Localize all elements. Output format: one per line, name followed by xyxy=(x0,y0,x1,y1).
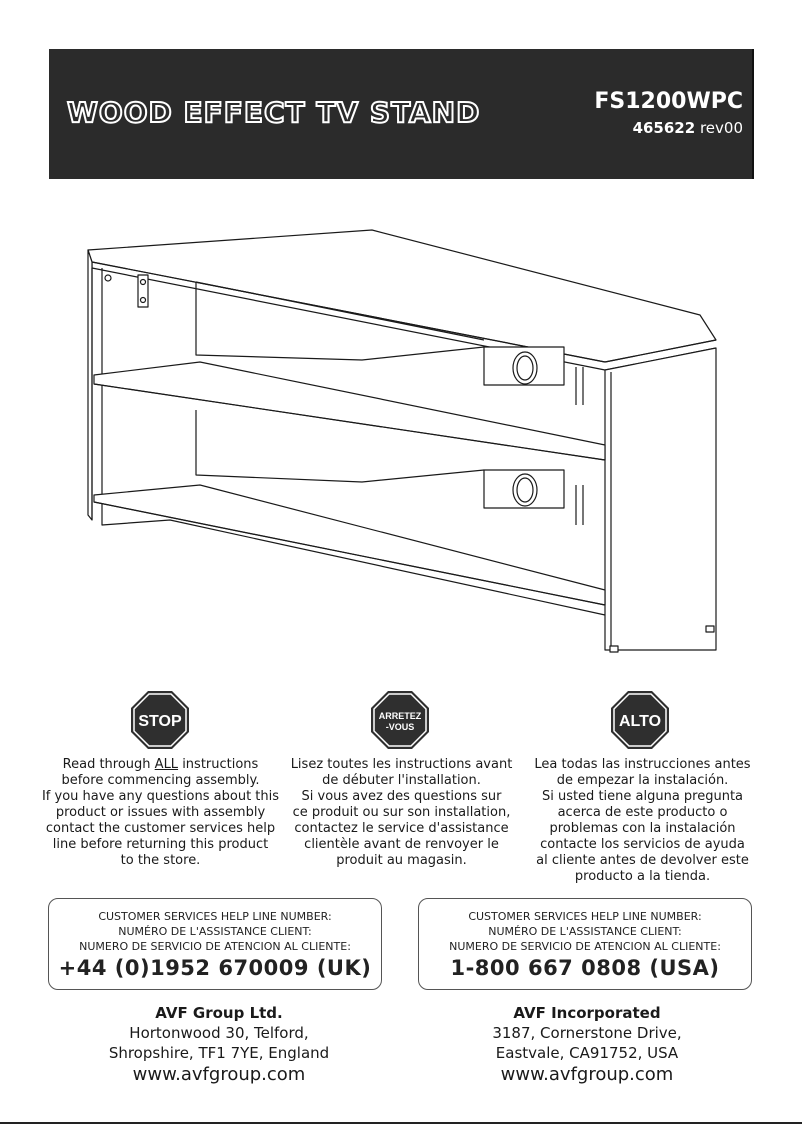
helpline-phone-usa: 1-800 667 0808 (USA) xyxy=(450,956,720,980)
helpline-box-uk xyxy=(48,898,382,990)
address-usa-line1: 3187, Cornerstone Drive, xyxy=(492,1024,682,1042)
helpline-label-fr: NUMÉRO DE L'ASSISTANCE CLIENT: xyxy=(118,925,312,938)
arretez-sign-text-2: -VOUS xyxy=(385,722,415,732)
alto-sign-text: ALTO xyxy=(618,713,662,730)
address-uk xyxy=(49,1003,389,1086)
helpline-label-en: CUSTOMER SERVICES HELP LINE NUMBER: xyxy=(98,910,332,923)
company-name-uk: AVF Group Ltd. xyxy=(155,1004,283,1022)
header-edge xyxy=(752,49,754,179)
product-title xyxy=(67,96,480,129)
instructions-french xyxy=(279,757,524,869)
website-uk: www.avfgroup.com xyxy=(132,1064,306,1085)
product-code-number: 465622 xyxy=(632,119,696,137)
address-usa xyxy=(417,1003,757,1086)
address-uk-line1: Hortonwood 30, Telford, xyxy=(129,1024,309,1042)
instructions-english xyxy=(38,757,283,869)
helpline-label-es: NUMERO DE SERVICIO DE ATENCION AL CLIENTE: xyxy=(449,940,721,953)
header-banner xyxy=(49,49,753,179)
address-usa-line2: Eastvale, CA91752, USA xyxy=(495,1044,679,1062)
stop-sign-icon xyxy=(130,690,190,750)
model-number: FS1200WPC xyxy=(594,89,743,114)
warning-signs xyxy=(0,690,802,760)
instructions-english-all: ALL xyxy=(154,757,179,772)
instructions-english-text xyxy=(38,757,283,869)
alto-sign-icon xyxy=(610,690,670,750)
product-title-text: WOOD EFFECT TV STAND xyxy=(67,96,481,129)
website-usa: www.avfgroup.com xyxy=(500,1064,674,1085)
helpline-phone-uk: +44 (0)1952 670009 (UK) xyxy=(58,956,372,980)
helpline-label-en: CUSTOMER SERVICES HELP LINE NUMBER: xyxy=(468,910,702,923)
instructions-english-post: instructions before commencing assembly. If you have any questions about this product or issues with assembly contact the customer services help line before returning this product to the store. xyxy=(41,757,280,868)
bottom-rule xyxy=(0,1122,802,1124)
instructions-english-pre: Read through xyxy=(62,757,155,772)
arretez-sign-text-1: ARRETEZ xyxy=(378,711,422,721)
helpline-label-fr: NUMÉRO DE L'ASSISTANCE CLIENT: xyxy=(488,925,682,938)
tv-stand-illustration xyxy=(80,220,720,660)
company-name-usa: AVF Incorporated xyxy=(513,1004,661,1022)
arretez-sign-icon xyxy=(370,690,430,750)
instructions-spanish-text: Lea todas las instrucciones antes de empezar la instalación. Si usted tiene alguna pregunta acerca de este producto o problemas con la instalación contacte los servicios de ayuda al cliente antes de devolver este producto a la tienda. xyxy=(534,757,751,884)
helpline-label-es: NUMERO DE SERVICIO DE ATENCION AL CLIENTE: xyxy=(79,940,351,953)
product-code xyxy=(633,119,743,137)
instructions-spanish xyxy=(520,757,765,885)
address-uk-line2: Shropshire, TF1 7YE, England xyxy=(108,1044,330,1062)
helpline-box-usa xyxy=(418,898,752,990)
revision-label: rev00 xyxy=(699,119,743,137)
instructions-french-text: Lisez toutes les instructions avant de débuter l'installation. Si vous avez des questions sur ce produit ou sur son installation, contactez le service d'assistance clientèle avant de renvoyer le produit au magasin. xyxy=(290,757,513,868)
stop-sign-text: STOP xyxy=(138,713,182,730)
